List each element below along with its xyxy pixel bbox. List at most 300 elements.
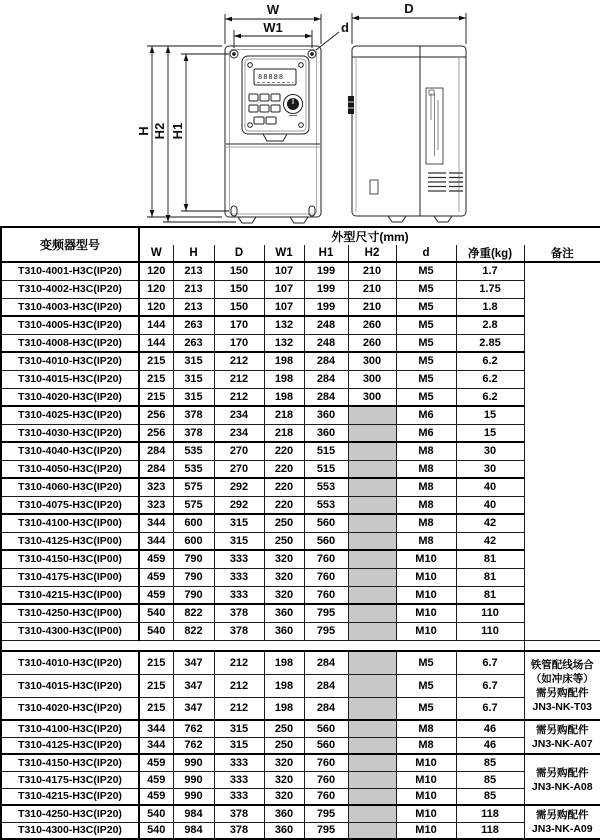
table-row (1, 720, 600, 737)
cell-h: 535 (173, 460, 214, 478)
cell-h2 (348, 788, 396, 805)
cell-h2 (348, 754, 396, 771)
cell-screw: M10 (396, 586, 456, 604)
cell-screw: M5 (396, 280, 456, 298)
separator-remark-cell (524, 640, 600, 651)
cell-d: 234 (214, 424, 264, 442)
table-row (1, 788, 600, 805)
cell-d: 212 (214, 370, 264, 388)
cell-h: 378 (173, 406, 214, 424)
cell-w1: 107 (264, 280, 304, 298)
cell-w1: 320 (264, 788, 304, 805)
header-d: D (214, 245, 264, 262)
cell-d: 333 (214, 568, 264, 586)
cell-w: 459 (139, 550, 173, 568)
cell-w: 323 (139, 478, 173, 496)
cell-w1: 220 (264, 496, 304, 514)
cell-screw: M10 (396, 550, 456, 568)
cell-h1: 760 (304, 550, 348, 568)
cell-w1: 198 (264, 388, 304, 406)
cell-w1: 218 (264, 424, 304, 442)
dim-label-depth: D (404, 1, 414, 16)
cell-weight: 1.7 (456, 262, 524, 280)
cell-d: 170 (214, 334, 264, 352)
cell-h2: 300 (348, 388, 396, 406)
remark-line: （如冲床等） (530, 672, 594, 685)
cell-h2 (348, 720, 396, 737)
cell-h: 822 (173, 604, 214, 622)
cell-h1: 360 (304, 424, 348, 442)
cell-weight: 1.8 (456, 298, 524, 316)
cell-d: 212 (214, 651, 264, 674)
cell-model: T310-4001-H3C(IP20) (1, 262, 139, 280)
table-row (1, 771, 600, 788)
cell-model: T310-4250-H3C(IP20) (1, 805, 139, 822)
cell-model: T310-4215-H3C(IP00) (1, 586, 139, 604)
remark-cell (524, 720, 600, 754)
cell-w1: 320 (264, 754, 304, 771)
table-row (1, 550, 600, 568)
cell-screw: M10 (396, 805, 456, 822)
cell-w: 459 (139, 788, 173, 805)
cell-w: 540 (139, 622, 173, 640)
cell-screw: M8 (396, 496, 456, 514)
cell-h: 984 (173, 822, 214, 839)
cell-d: 212 (214, 674, 264, 697)
cell-weight: 110 (456, 622, 524, 640)
cell-w: 215 (139, 651, 173, 674)
cell-h2 (348, 532, 396, 550)
table-row (1, 604, 600, 622)
cell-model: T310-4125-H3C(IP00) (1, 532, 139, 550)
cell-weight: 42 (456, 532, 524, 550)
cell-w1: 360 (264, 622, 304, 640)
cell-screw: M10 (396, 568, 456, 586)
cell-model: T310-4008-H3C(IP20) (1, 334, 139, 352)
table-row (1, 514, 600, 532)
cell-screw: M10 (396, 754, 456, 771)
cell-w: 215 (139, 388, 173, 406)
cell-h1: 360 (304, 406, 348, 424)
cell-h1: 553 (304, 478, 348, 496)
cell-h: 790 (173, 568, 214, 586)
cell-h2 (348, 586, 396, 604)
cell-weight: 6.2 (456, 370, 524, 388)
table-row (1, 316, 600, 334)
cell-h2 (348, 604, 396, 622)
cell-d: 212 (214, 697, 264, 720)
spec-table (0, 226, 600, 840)
cell-d: 378 (214, 622, 264, 640)
cell-h: 575 (173, 496, 214, 514)
remark-cell (524, 754, 600, 805)
cell-h: 535 (173, 442, 214, 460)
cell-w: 120 (139, 298, 173, 316)
remark-line: 需另购配件 (536, 686, 589, 699)
cell-h: 378 (173, 424, 214, 442)
cell-weight: 81 (456, 550, 524, 568)
header-weight: 净重(kg) (456, 245, 524, 262)
side-view (348, 46, 466, 222)
cell-d: 315 (214, 720, 264, 737)
cell-weight: 6.2 (456, 388, 524, 406)
cell-h1: 199 (304, 298, 348, 316)
cell-model: T310-4010-H3C(IP20) (1, 352, 139, 370)
table-row (1, 406, 600, 424)
separator-cell (1, 640, 524, 651)
header-w1: W1 (264, 245, 304, 262)
cell-d: 333 (214, 586, 264, 604)
remark-line: 需另购配件 (536, 724, 589, 736)
cell-d: 292 (214, 496, 264, 514)
cell-screw: M8 (396, 737, 456, 754)
cell-w: 344 (139, 532, 173, 550)
cell-h2 (348, 805, 396, 822)
header-remark: 备注 (524, 245, 600, 262)
remark-line: JN3-NK-A09 (531, 823, 593, 835)
cell-d: 315 (214, 532, 264, 550)
cell-screw: M6 (396, 424, 456, 442)
table-row (1, 568, 600, 586)
cell-w: 256 (139, 424, 173, 442)
remark-line: 需另购配件 (536, 809, 589, 821)
cell-screw: M10 (396, 622, 456, 640)
header-dimensions-group: 外型尺寸(mm) (139, 227, 600, 245)
cell-h: 822 (173, 622, 214, 640)
cell-weight: 118 (456, 805, 524, 822)
header-model: 变频器型号 (1, 227, 139, 262)
cell-w: 323 (139, 496, 173, 514)
cell-d: 170 (214, 316, 264, 334)
cell-model: T310-4100-H3C(IP00) (1, 514, 139, 532)
cell-weight: 40 (456, 496, 524, 514)
cell-w1: 250 (264, 532, 304, 550)
table-row (1, 651, 600, 674)
cell-w1: 320 (264, 771, 304, 788)
cell-h1: 560 (304, 720, 348, 737)
potentiometer-knob (284, 95, 303, 116)
cell-h1: 515 (304, 442, 348, 460)
cell-model: T310-4005-H3C(IP20) (1, 316, 139, 334)
cell-d: 234 (214, 406, 264, 424)
cell-weight: 15 (456, 406, 524, 424)
cell-h1: 284 (304, 388, 348, 406)
cell-h2 (348, 651, 396, 674)
table-row (1, 424, 600, 442)
cell-model: T310-4015-H3C(IP20) (1, 674, 139, 697)
table-header (1, 227, 600, 262)
cell-model: T310-4175-H3C(IP00) (1, 568, 139, 586)
table-row (1, 586, 600, 604)
header-h: H (173, 245, 214, 262)
cell-h2 (348, 771, 396, 788)
cell-h1: 795 (304, 622, 348, 640)
cell-h: 213 (173, 298, 214, 316)
cell-h2 (348, 406, 396, 424)
dim-label-w: W (266, 2, 280, 17)
cell-w: 215 (139, 370, 173, 388)
cell-w1: 250 (264, 720, 304, 737)
cell-d: 315 (214, 514, 264, 532)
dim-label-h1: H1 (170, 122, 185, 140)
cell-h1: 199 (304, 262, 348, 280)
cell-screw: M10 (396, 822, 456, 839)
cell-w1: 360 (264, 604, 304, 622)
cell-h2 (348, 460, 396, 478)
cell-d: 378 (214, 822, 264, 839)
table-row (1, 280, 600, 298)
remark-line: JN3-NK-A07 (531, 738, 593, 750)
cell-screw: M5 (396, 316, 456, 334)
cell-h: 347 (173, 651, 214, 674)
remark-cell-empty (524, 262, 600, 640)
cell-h2 (348, 622, 396, 640)
cell-h1: 553 (304, 496, 348, 514)
cell-w1: 132 (264, 316, 304, 334)
cell-d: 212 (214, 352, 264, 370)
table-row (1, 370, 600, 388)
header-screw: d (396, 245, 456, 262)
table-row (1, 640, 600, 651)
cell-weight: 1.75 (456, 280, 524, 298)
cell-screw: M8 (396, 514, 456, 532)
cell-h2 (348, 442, 396, 460)
cell-w1: 198 (264, 697, 304, 720)
cell-weight: 46 (456, 720, 524, 737)
cell-h1: 284 (304, 651, 348, 674)
cell-h2: 300 (348, 370, 396, 388)
cell-h2 (348, 514, 396, 532)
dim-label-d-hole: d (341, 20, 349, 35)
cell-d: 270 (214, 442, 264, 460)
cell-w: 540 (139, 805, 173, 822)
cell-h: 263 (173, 334, 214, 352)
cell-h2 (348, 822, 396, 839)
cell-h1: 284 (304, 674, 348, 697)
cell-d: 292 (214, 478, 264, 496)
cell-screw: M8 (396, 442, 456, 460)
table-row (1, 388, 600, 406)
cell-w1: 107 (264, 298, 304, 316)
cell-h: 315 (173, 352, 214, 370)
cell-h: 762 (173, 737, 214, 754)
table-row (1, 697, 600, 720)
cell-w1: 198 (264, 352, 304, 370)
cell-weight: 85 (456, 754, 524, 771)
table-body (1, 262, 600, 839)
cell-w1: 218 (264, 406, 304, 424)
cell-model: T310-4003-H3C(IP20) (1, 298, 139, 316)
cell-h1: 760 (304, 788, 348, 805)
cell-screw: M5 (396, 370, 456, 388)
cell-screw: M5 (396, 352, 456, 370)
cell-model: T310-4060-H3C(IP20) (1, 478, 139, 496)
table-row (1, 822, 600, 839)
remark-line: JN3-NK-A08 (531, 780, 593, 793)
cell-w: 344 (139, 514, 173, 532)
cell-model: T310-4030-H3C(IP20) (1, 424, 139, 442)
cell-w1: 360 (264, 822, 304, 839)
table-row (1, 674, 600, 697)
cell-h: 263 (173, 316, 214, 334)
cell-weight: 30 (456, 442, 524, 460)
cell-d: 378 (214, 805, 264, 822)
cell-w: 459 (139, 586, 173, 604)
cell-screw: M5 (396, 697, 456, 720)
cell-model: T310-4300-H3C(IP00) (1, 622, 139, 640)
front-view (225, 46, 321, 223)
cell-model: T310-4250-H3C(IP00) (1, 604, 139, 622)
remark-cell (524, 805, 600, 839)
cell-weight: 30 (456, 460, 524, 478)
cell-h2: 300 (348, 352, 396, 370)
cell-h: 600 (173, 532, 214, 550)
cell-model: T310-4020-H3C(IP20) (1, 388, 139, 406)
cell-h2: 260 (348, 334, 396, 352)
cell-w: 144 (139, 316, 173, 334)
header-w: W (139, 245, 173, 262)
cell-weight: 6.7 (456, 651, 524, 674)
cell-w1: 220 (264, 442, 304, 460)
cell-model: T310-4015-H3C(IP20) (1, 370, 139, 388)
cell-d: 333 (214, 788, 264, 805)
cell-w1: 107 (264, 262, 304, 280)
cell-h1: 284 (304, 697, 348, 720)
remark-line: 需另购配件 (536, 766, 589, 779)
cell-w1: 198 (264, 370, 304, 388)
cell-screw: M8 (396, 720, 456, 737)
cell-w1: 320 (264, 586, 304, 604)
cell-w: 540 (139, 822, 173, 839)
cell-model: T310-4150-H3C(IP20) (1, 754, 139, 771)
cell-weight: 40 (456, 478, 524, 496)
cell-h1: 795 (304, 822, 348, 839)
cell-w: 344 (139, 720, 173, 737)
cell-h1: 560 (304, 737, 348, 754)
cell-h2 (348, 674, 396, 697)
cell-h: 990 (173, 771, 214, 788)
cell-h2 (348, 550, 396, 568)
side-dimensions (352, 13, 466, 44)
cell-screw: M10 (396, 771, 456, 788)
cell-w1: 198 (264, 651, 304, 674)
cell-model: T310-4010-H3C(IP20) (1, 651, 139, 674)
table-row (1, 352, 600, 370)
remark-line: 铁管配线场合 (530, 658, 594, 671)
cell-weight: 81 (456, 568, 524, 586)
cell-model: T310-4075-H3C(IP20) (1, 496, 139, 514)
cell-d: 333 (214, 550, 264, 568)
dim-label-h: H (136, 126, 151, 136)
table-row (1, 622, 600, 640)
table-row (1, 442, 600, 460)
cell-w: 215 (139, 697, 173, 720)
cell-screw: M10 (396, 604, 456, 622)
cell-h1: 199 (304, 280, 348, 298)
cell-w: 284 (139, 442, 173, 460)
cell-d: 150 (214, 262, 264, 280)
table-row (1, 754, 600, 771)
cell-h2: 260 (348, 316, 396, 334)
cell-d: 150 (214, 298, 264, 316)
cell-d: 270 (214, 460, 264, 478)
cell-h1: 248 (304, 316, 348, 334)
cell-weight: 85 (456, 788, 524, 805)
cell-w: 540 (139, 604, 173, 622)
cell-w: 256 (139, 406, 173, 424)
cell-d: 212 (214, 388, 264, 406)
cell-h: 213 (173, 280, 214, 298)
dim-label-w1: W1 (263, 20, 283, 35)
cell-h2 (348, 424, 396, 442)
front-dimensions (147, 14, 339, 222)
dim-label-h2: H2 (152, 122, 167, 140)
cell-h: 315 (173, 370, 214, 388)
header-h1: H1 (304, 245, 348, 262)
cell-model: T310-4150-H3C(IP00) (1, 550, 139, 568)
cell-w1: 250 (264, 737, 304, 754)
cell-d: 333 (214, 754, 264, 771)
cell-model: T310-4300-H3C(IP20) (1, 822, 139, 839)
table-row (1, 334, 600, 352)
cell-w1: 198 (264, 674, 304, 697)
cell-w: 144 (139, 334, 173, 352)
cell-h1: 284 (304, 352, 348, 370)
cell-h1: 760 (304, 771, 348, 788)
cell-screw: M10 (396, 788, 456, 805)
cell-w1: 220 (264, 460, 304, 478)
lcd-display: 88888 (258, 73, 285, 81)
cell-w: 120 (139, 280, 173, 298)
table-row (1, 532, 600, 550)
table-row (1, 262, 600, 280)
cell-model: T310-4025-H3C(IP20) (1, 406, 139, 424)
cell-h2: 210 (348, 280, 396, 298)
cell-h: 347 (173, 697, 214, 720)
cell-weight: 2.8 (456, 316, 524, 334)
cell-model: T310-4002-H3C(IP20) (1, 280, 139, 298)
cell-model: T310-4050-H3C(IP20) (1, 460, 139, 478)
cell-screw: M5 (396, 388, 456, 406)
cell-screw: M5 (396, 674, 456, 697)
cell-d: 315 (214, 737, 264, 754)
cell-h: 600 (173, 514, 214, 532)
cell-weight: 6.7 (456, 674, 524, 697)
cell-model: T310-4020-H3C(IP20) (1, 697, 139, 720)
cell-h: 575 (173, 478, 214, 496)
cell-screw: M5 (396, 651, 456, 674)
cell-screw: M6 (396, 406, 456, 424)
cell-screw: M8 (396, 478, 456, 496)
cell-h: 762 (173, 720, 214, 737)
cell-model: T310-4040-H3C(IP20) (1, 442, 139, 460)
cell-h2 (348, 496, 396, 514)
cell-model: T310-4125-H3C(IP20) (1, 737, 139, 754)
cell-screw: M5 (396, 334, 456, 352)
cell-h2: 210 (348, 262, 396, 280)
dimension-figure (0, 0, 600, 226)
cell-h1: 515 (304, 460, 348, 478)
cell-h1: 795 (304, 604, 348, 622)
cell-model: T310-4215-H3C(IP20) (1, 788, 139, 805)
cell-d: 333 (214, 771, 264, 788)
remark-cell (524, 651, 600, 720)
cell-w: 459 (139, 771, 173, 788)
cell-h2 (348, 568, 396, 586)
table-row (1, 478, 600, 496)
cell-w1: 320 (264, 568, 304, 586)
cell-h: 790 (173, 586, 214, 604)
